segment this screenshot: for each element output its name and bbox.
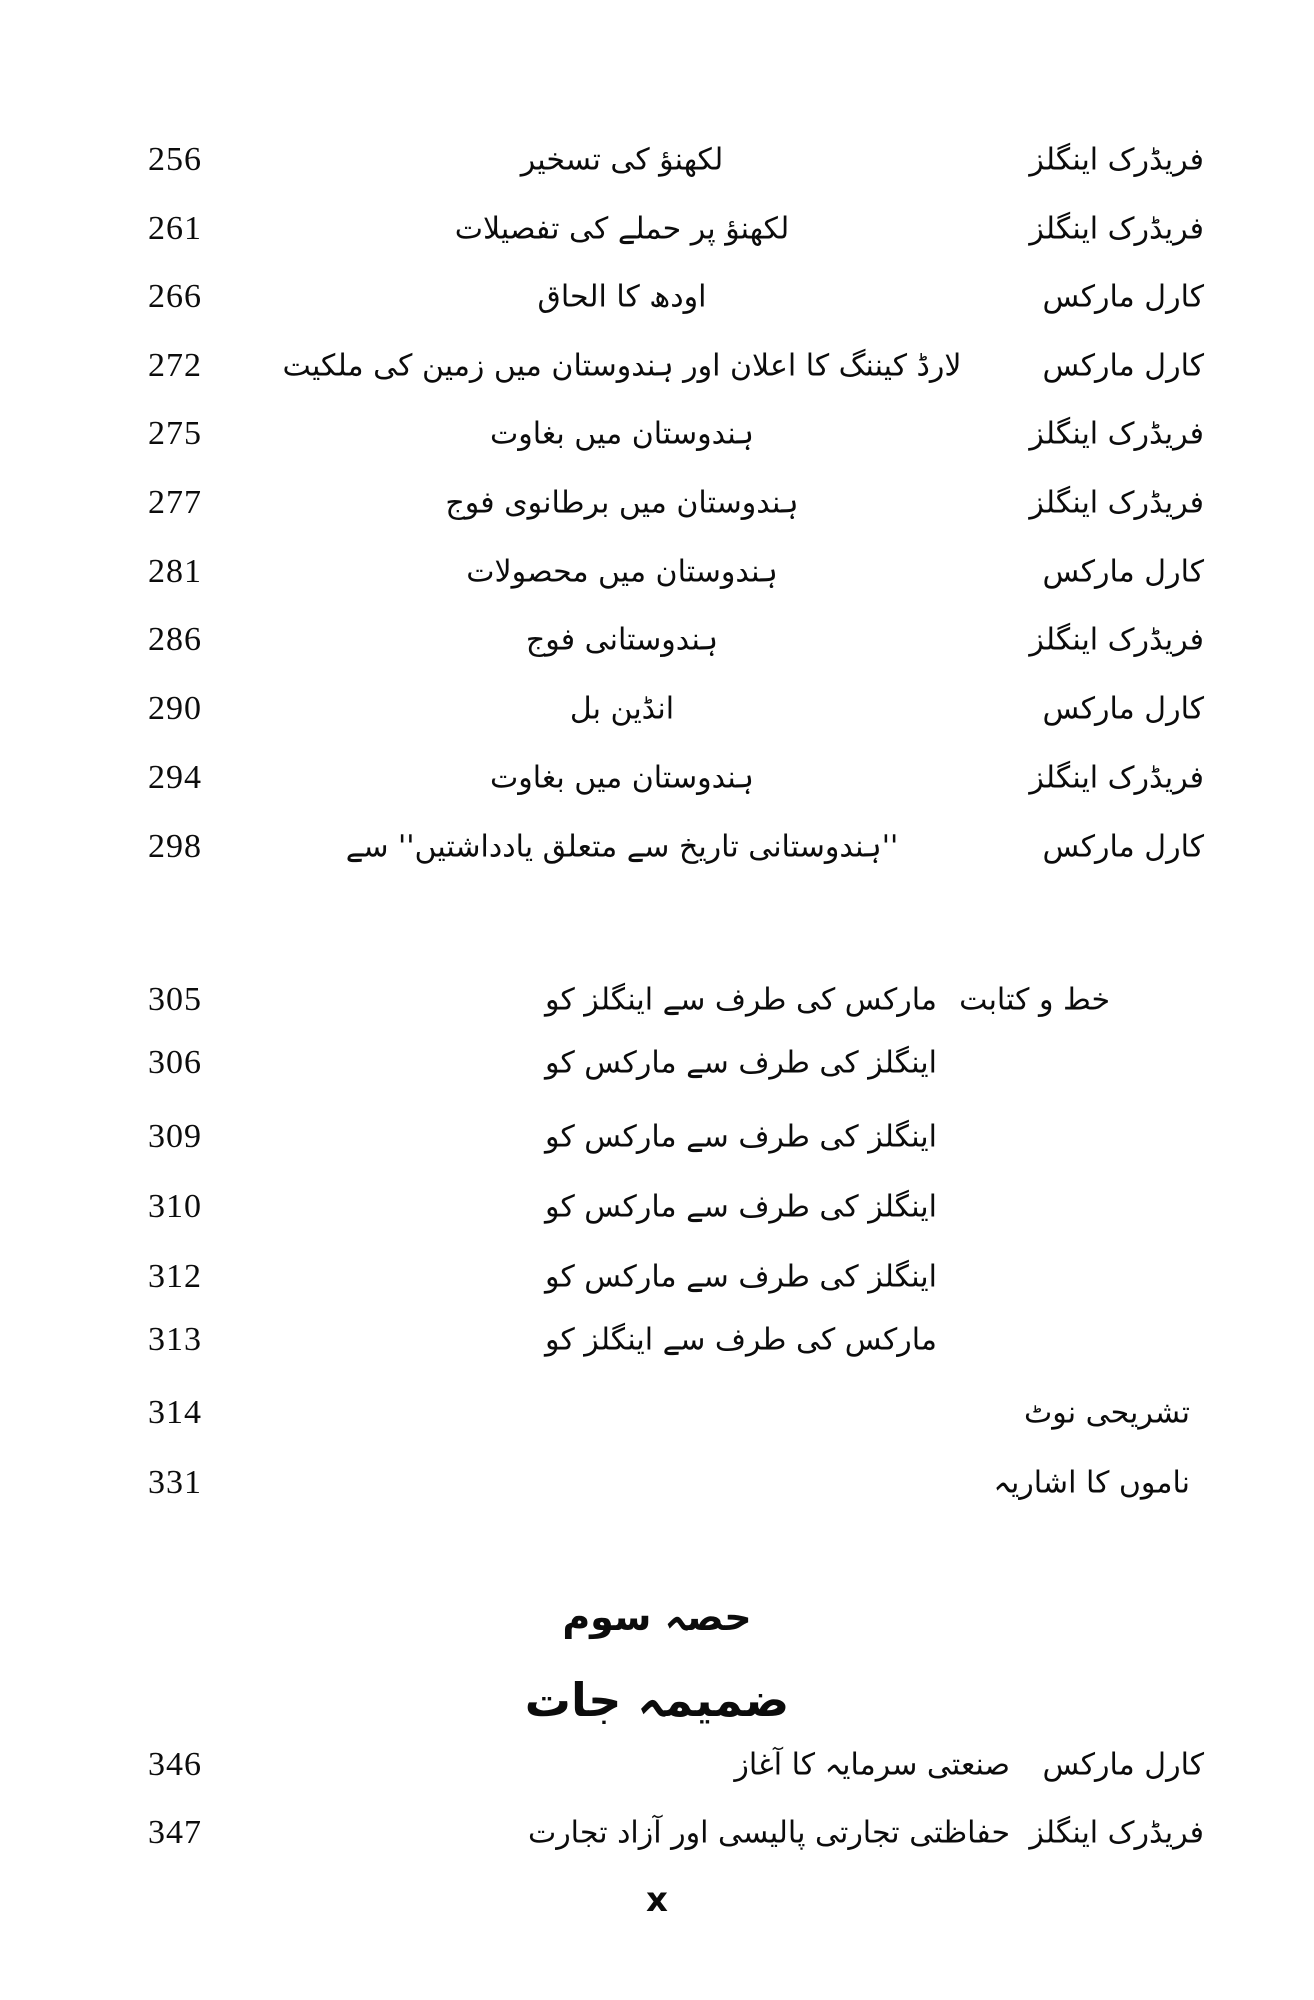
toc-row <box>0 970 1314 1030</box>
toc-row <box>0 1107 1314 1167</box>
entry-author: فریڈرک اینگلز <box>1029 760 1204 796</box>
toc-row <box>0 679 1314 739</box>
entry-author: فریڈرک اینگلز <box>1029 142 1204 178</box>
toc-row <box>0 1803 1314 1863</box>
page-marker: x <box>646 1880 668 1920</box>
entry-title: حفاظتی تجارتی پالیسی اور آزاد تجارت <box>527 1815 1010 1851</box>
section-label-correspondence: خط و کتابت <box>959 982 1110 1018</box>
toc-row <box>0 404 1314 464</box>
toc-row <box>0 473 1314 533</box>
page-number: 347 <box>148 1814 202 1851</box>
toc-row <box>0 267 1314 327</box>
page-number: 346 <box>148 1746 202 1783</box>
entry-title: لارڈ کیننگ کا اعلان اور ہندوستان میں زمین کی ملکیت <box>282 348 962 384</box>
entry-title: مارکس کی طرف سے اینگلز کو <box>544 1322 937 1358</box>
page-number: 294 <box>148 759 202 796</box>
entry-title: اینگلز کی طرف سے مارکس کو <box>544 1189 937 1225</box>
appendices-heading: ضمیمہ جات <box>524 1673 790 1727</box>
page-number: 312 <box>148 1258 202 1295</box>
page-number: 306 <box>148 1044 202 1081</box>
page-number: 266 <box>148 278 202 315</box>
entry-author: فریڈرک اینگلز <box>1029 416 1204 452</box>
page-number: 310 <box>148 1188 202 1225</box>
entry-title: تشریحی نوٹ <box>1023 1395 1190 1431</box>
page-number: 313 <box>148 1321 202 1358</box>
entry-title: ہندوستان میں بغاوت <box>490 416 754 452</box>
page-number: 277 <box>148 484 202 521</box>
page-number: 298 <box>148 828 202 865</box>
entry-author: کارل مارکس <box>1042 554 1204 590</box>
toc-row <box>0 542 1314 602</box>
page-number: 314 <box>148 1394 202 1431</box>
page-number: 305 <box>148 981 202 1018</box>
page-number: 309 <box>148 1118 202 1155</box>
toc-row <box>0 1310 1314 1370</box>
entry-author: کارل مارکس <box>1042 829 1204 865</box>
entry-author: فریڈرک اینگلز <box>1029 1815 1204 1851</box>
page-number: 281 <box>148 553 202 590</box>
toc-row <box>0 1177 1314 1237</box>
entry-author: کارل مارکس <box>1042 348 1204 384</box>
entry-author: فریڈرک اینگلز <box>1029 622 1204 658</box>
part-heading: حصہ سوم <box>562 1595 752 1639</box>
entry-title: اینگلز کی طرف سے مارکس کو <box>544 1119 937 1155</box>
entry-author: کارل مارکس <box>1042 691 1204 727</box>
entry-title: ہندوستان میں برطانوی فوج <box>445 485 799 521</box>
entry-title: ہندوستانی فوج <box>525 622 719 658</box>
entry-title: صنعتی سرمایہ کا آغاز <box>734 1747 1010 1783</box>
entry-title: اینگلز کی طرف سے مارکس کو <box>544 1259 937 1295</box>
toc-row <box>0 610 1314 670</box>
toc-row <box>0 130 1314 190</box>
page-number: 256 <box>148 141 202 178</box>
entry-author: کارل مارکس <box>1042 279 1204 315</box>
entry-title: مارکس کی طرف سے اینگلز کو <box>544 982 937 1018</box>
toc-row <box>0 199 1314 259</box>
toc-row <box>0 1735 1314 1795</box>
entry-title: ناموں کا اشاریہ <box>993 1465 1190 1501</box>
toc-row <box>0 1247 1314 1307</box>
entry-title: اینگلز کی طرف سے مارکس کو <box>544 1045 937 1081</box>
page-number: 286 <box>148 621 202 658</box>
entry-author: فریڈرک اینگلز <box>1029 485 1204 521</box>
toc-row <box>0 1033 1314 1093</box>
entry-title: انڈین بل <box>569 691 675 727</box>
toc-row <box>0 336 1314 396</box>
entry-author: فریڈرک اینگلز <box>1029 211 1204 247</box>
page-number: 275 <box>148 415 202 452</box>
entry-title: ''ہندوستانی تاریخ سے متعلق یادداشتیں'' سے <box>345 829 899 865</box>
toc-row <box>0 817 1314 877</box>
page-number: 290 <box>148 690 202 727</box>
page-number: 261 <box>148 210 202 247</box>
entry-title: لکھنؤ پر حملے کی تفصیلات <box>454 211 790 247</box>
toc-row <box>0 748 1314 808</box>
toc-row <box>0 1453 1314 1513</box>
page-number: 331 <box>148 1464 202 1501</box>
entry-title: لکھنؤ کی تسخیر <box>520 142 724 178</box>
entry-title: ہندوستان میں بغاوت <box>490 760 754 796</box>
page-number: 272 <box>148 347 202 384</box>
toc-row <box>0 1383 1314 1443</box>
entry-author: کارل مارکس <box>1042 1747 1204 1783</box>
entry-title: ہندوستان میں محصولات <box>466 554 778 590</box>
entry-title: اودھ کا الحاق <box>537 279 707 315</box>
